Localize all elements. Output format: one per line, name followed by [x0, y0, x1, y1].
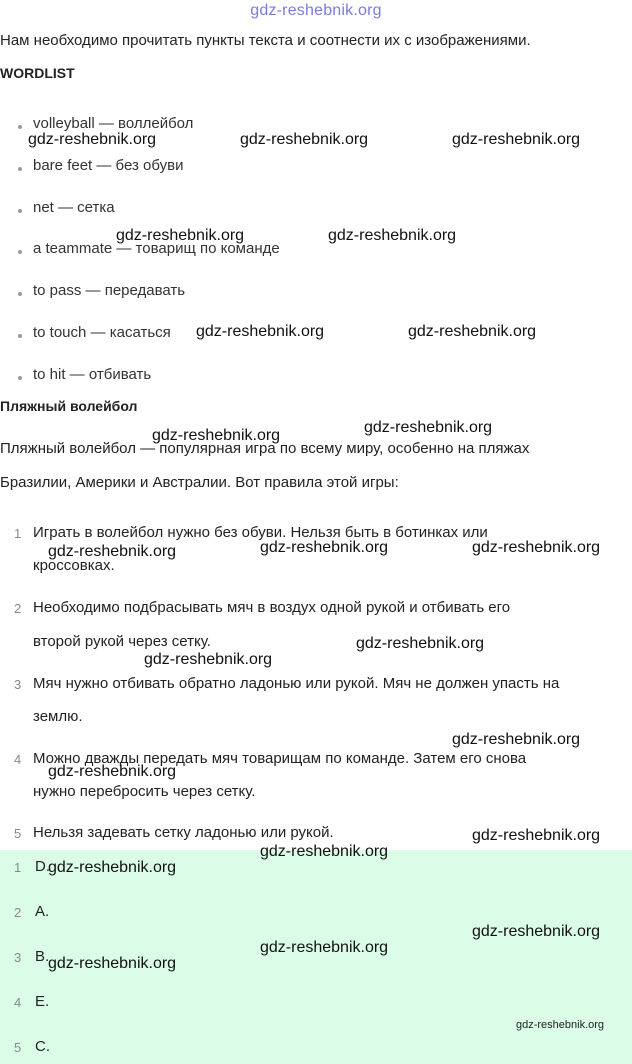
watermark: gdz-reshebnik.org — [328, 227, 457, 244]
article-title: Пляжный волейбол — [0, 398, 138, 414]
watermark: gdz-reshebnik.org — [152, 427, 281, 444]
article-paragraph-line: Пляжный волейбол — популярная игра по всему миру, особенно на пляжах — [0, 440, 530, 457]
bullet-icon — [18, 209, 22, 213]
answer-value: E. — [35, 993, 50, 1010]
rule-text: Можно дважды передать мяч товарищам по команде. Затем его снова — [33, 750, 527, 767]
watermark: gdz-reshebnik.org — [48, 955, 177, 972]
bullet-icon — [18, 376, 22, 380]
rule-number: 3 — [14, 677, 22, 692]
wordlist-item: net — сетка — [33, 199, 115, 216]
watermark: gdz-reshebnik.org — [48, 763, 177, 780]
watermark: gdz-reshebnik.org — [408, 323, 537, 340]
bullet-icon — [18, 167, 22, 171]
answer-value: A. — [35, 903, 50, 920]
wordlist-item: bare feet — без обуви — [33, 157, 184, 174]
wordlist-item: a teammate — товарищ по команде — [33, 240, 280, 257]
rule-text: второй рукой через сетку. — [33, 633, 211, 650]
rule-number: 1 — [14, 526, 22, 541]
rule-text: Нельзя задевать сетку ладонью или рукой. — [33, 824, 334, 841]
answer-number: 4 — [14, 995, 22, 1010]
answer-number: 5 — [14, 1040, 22, 1055]
intro-text: Нам необходимо прочитать пункты текста и соотнести их с изображениями. — [0, 32, 531, 49]
wordlist-item: to pass — передавать — [33, 282, 186, 299]
watermark: gdz-reshebnik.org — [356, 635, 485, 652]
watermark: gdz-reshebnik.org — [472, 923, 601, 940]
bullet-icon — [18, 334, 22, 338]
bullet-icon — [18, 125, 22, 129]
watermark: gdz-reshebnik.org — [240, 131, 369, 148]
watermark: gdz-reshebnik.org — [516, 1019, 605, 1031]
site-header-link[interactable]: gdz-reshebnik.org — [250, 2, 382, 19]
watermark: gdz-reshebnik.org — [144, 651, 273, 668]
rule-text: Необходимо подбрасывать мяч в воздух одной рукой и отбивать его — [33, 599, 511, 616]
rule-text: Мяч нужно отбивать обратно ладонью или рукой. Мяч не должен упасть на — [33, 675, 560, 692]
watermark: gdz-reshebnik.org — [260, 939, 389, 956]
watermark: gdz-reshebnik.org — [28, 131, 157, 148]
watermark: gdz-reshebnik.org — [452, 131, 581, 148]
watermark: gdz-reshebnik.org — [472, 539, 601, 556]
rule-text: нужно перебросить через сетку. — [33, 783, 256, 800]
wordlist-item: to hit — отбивать — [33, 366, 152, 383]
rule-number: 2 — [14, 601, 22, 616]
watermark: gdz-reshebnik.org — [260, 539, 389, 556]
answer-value: D. — [35, 858, 50, 875]
answer-value: C. — [35, 1038, 50, 1055]
rule-text: Играть в волейбол нужно без обуви. Нельзя быть в ботинках или — [33, 524, 488, 541]
rule-text: землю. — [33, 708, 83, 725]
watermark: gdz-reshebnik.org — [472, 827, 601, 844]
watermark: gdz-reshebnik.org — [48, 543, 177, 560]
bullet-icon — [18, 250, 22, 254]
wordlist-item: volleyball — воллейбол — [33, 115, 194, 132]
rule-number: 5 — [14, 826, 22, 841]
rule-text: кроссовках. — [33, 557, 115, 574]
watermark: gdz-reshebnik.org — [116, 227, 245, 244]
watermark: gdz-reshebnik.org — [364, 419, 493, 436]
wordlist-item: to touch — касаться — [33, 324, 171, 341]
answer-value: B. — [35, 948, 50, 965]
watermark: gdz-reshebnik.org — [48, 859, 177, 876]
answer-number: 1 — [14, 860, 22, 875]
bullet-icon — [18, 292, 22, 296]
watermark: gdz-reshebnik.org — [196, 323, 325, 340]
rule-number: 4 — [14, 752, 22, 767]
wordlist-title: WORDLIST — [0, 65, 75, 81]
answer-number: 3 — [14, 950, 22, 965]
watermark: gdz-reshebnik.org — [452, 731, 581, 748]
answer-number: 2 — [14, 905, 22, 920]
article-paragraph-line: Бразилии, Америки и Австралии. Вот правила этой игры: — [0, 474, 399, 491]
watermark: gdz-reshebnik.org — [260, 843, 389, 860]
